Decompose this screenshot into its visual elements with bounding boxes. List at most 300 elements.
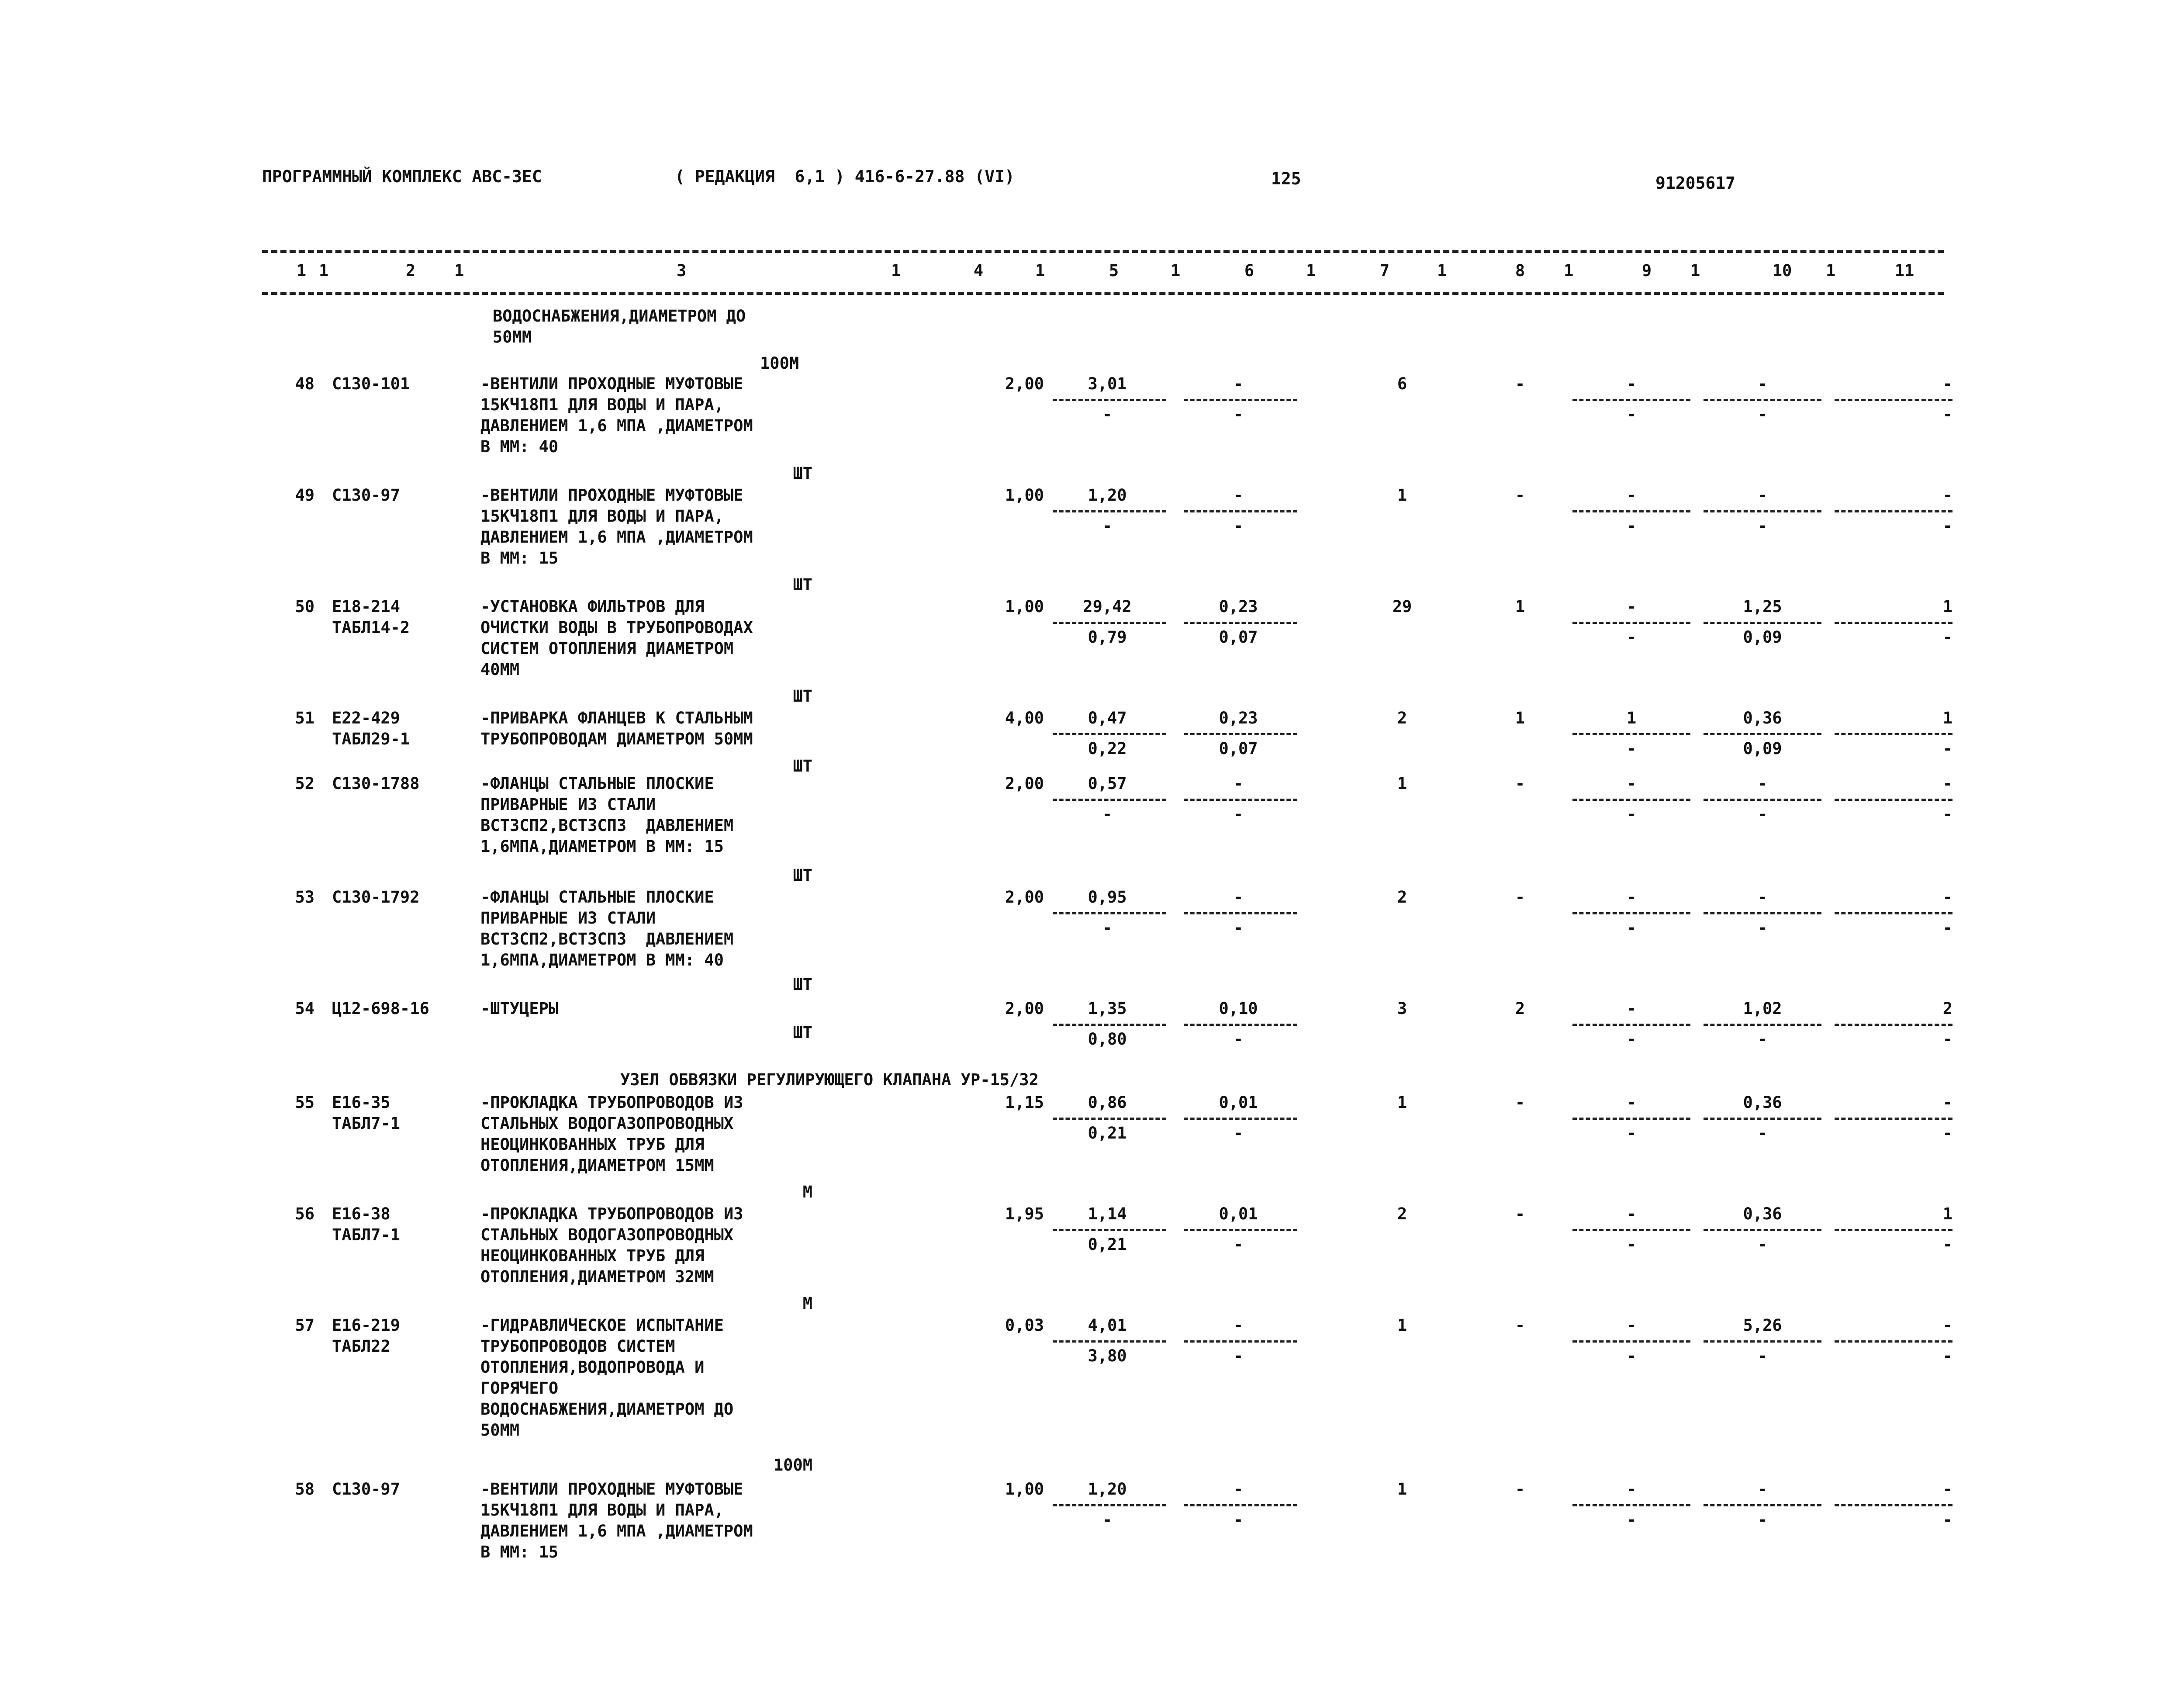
row-number: 49: [295, 486, 314, 505]
column-number: 4: [973, 261, 984, 280]
col8-value: -: [1515, 1316, 1525, 1335]
col5-fraction-line: [1053, 1229, 1166, 1231]
col9-fraction-line: [1572, 1229, 1690, 1231]
column-number: 6: [1244, 261, 1254, 280]
col6-subvalue: -: [1233, 516, 1244, 535]
resource-code: С130-1788: [332, 774, 420, 793]
col9-value: -: [1626, 597, 1637, 616]
col9-fraction-line: [1572, 399, 1690, 401]
work-description: -ГИДРАВЛИЧЕСКОЕ ИСПЫТАНИЕ: [480, 1316, 724, 1335]
col10-subvalue: -: [1757, 1346, 1768, 1365]
resource-code: ТАБЛ7-1: [332, 1114, 400, 1133]
col7-value: 2: [1397, 1204, 1407, 1223]
column-number: 11: [1894, 261, 1914, 280]
col6-subvalue: -: [1233, 918, 1244, 937]
col10-fraction-line: [1704, 1504, 1821, 1506]
col6-fraction-line: [1184, 510, 1297, 512]
col4-quantity: 1,00: [1005, 1480, 1044, 1499]
resource-code: Е18-214: [332, 597, 400, 616]
column-divider: 1: [319, 261, 329, 280]
unit-of-measure: ШТ: [793, 575, 812, 594]
col6-subvalue: -: [1233, 1235, 1244, 1254]
col5-value: 1,20: [1088, 486, 1127, 505]
work-description: 15КЧ18П1 ДЛЯ ВОДЫ И ПАРА,: [480, 395, 724, 414]
col4-quantity: 1,95: [1005, 1204, 1044, 1223]
work-description: В ММ: 15: [480, 1543, 559, 1561]
work-description: -ВЕНТИЛИ ПРОХОДНЫЕ МУФТОВЫЕ: [480, 374, 743, 393]
col10-fraction-line: [1704, 733, 1821, 735]
col11-value: -: [1942, 1093, 1952, 1112]
col5-fraction-line: [1053, 912, 1166, 914]
col5-fraction-line: [1053, 1118, 1166, 1120]
work-description: ПРИВАРНЫЕ ИЗ СТАЛИ: [480, 909, 656, 928]
col11-fraction-line: [1835, 622, 1952, 624]
col9-subvalue: -: [1626, 1235, 1637, 1254]
row-number: 51: [295, 709, 314, 727]
section-title: УЗЕЛ ОБВЯЗКИ РЕГУЛИРУЮЩЕГО КЛАПАНА УР-15/32: [620, 1070, 1039, 1089]
resource-code: Е16-35: [332, 1093, 390, 1112]
col11-subvalue: -: [1942, 516, 1952, 535]
resource-code: ТАБЛ22: [332, 1337, 390, 1356]
col11-value: -: [1942, 486, 1952, 505]
unit-of-measure: М: [802, 1294, 812, 1313]
col9-subvalue: -: [1626, 1510, 1637, 1529]
col11-fraction-line: [1835, 1118, 1952, 1120]
work-description: НЕОЦИНКОВАННЫХ ТРУБ ДЛЯ: [480, 1135, 705, 1154]
resource-code: ТАБЛ14-2: [332, 618, 410, 637]
col6-fraction-line: [1184, 622, 1297, 624]
col6-value: -: [1233, 1480, 1244, 1499]
col11-subvalue: -: [1942, 1030, 1952, 1049]
work-description: ОТОПЛЕНИЯ,ДИАМЕТРОМ 32ММ: [480, 1267, 714, 1286]
column-number: 1: [296, 261, 307, 280]
col10-value: 0,36: [1743, 1204, 1782, 1223]
col10-subvalue: -: [1757, 805, 1768, 824]
work-description: ПРИВАРНЫЕ ИЗ СТАЛИ: [480, 795, 656, 814]
col8-value: 2: [1515, 999, 1525, 1018]
col10-subvalue: -: [1757, 918, 1768, 937]
column-number: 8: [1515, 261, 1525, 280]
col10-value: 1,25: [1743, 597, 1782, 616]
work-description: -ПРИВАРКА ФЛАНЦЕВ К СТАЛЬНЫМ: [480, 709, 753, 727]
col6-subvalue: -: [1233, 1030, 1244, 1049]
col11-value: 1: [1942, 597, 1952, 616]
row-number: 48: [295, 374, 314, 393]
col11-subvalue: -: [1942, 1510, 1952, 1529]
row-number: 57: [295, 1316, 314, 1335]
col9-value: -: [1626, 1480, 1637, 1499]
col10-fraction-line: [1704, 510, 1821, 512]
col5-fraction-line: [1053, 799, 1166, 801]
col7-value: 1: [1397, 1480, 1407, 1499]
col5-fraction-line: [1053, 510, 1166, 512]
column-number: 9: [1641, 261, 1652, 280]
col11-value: 2: [1942, 999, 1952, 1018]
col8-value: 1: [1515, 597, 1525, 616]
header-bottom-rule: [262, 292, 1944, 295]
col6-subvalue: -: [1233, 1510, 1244, 1529]
col10-subvalue: -: [1757, 1124, 1768, 1142]
col9-fraction-line: [1572, 799, 1690, 801]
col11-fraction-line: [1835, 1504, 1952, 1506]
column-divider: 1: [1171, 261, 1181, 280]
continuation-line: ВОДОСНАБЖЕНИЯ,ДИАМЕТРОМ ДО: [493, 307, 746, 325]
col9-fraction-line: [1572, 1118, 1690, 1120]
col5-subvalue: -: [1102, 405, 1113, 424]
col10-value: 0,36: [1743, 1093, 1782, 1112]
col6-value: 0,23: [1219, 709, 1258, 727]
col11-subvalue: -: [1942, 405, 1952, 424]
edition-info: ( РЕДАКЦИЯ 6,1 ) 416-6-27.88 (VI): [675, 167, 1015, 186]
col9-subvalue: -: [1626, 1030, 1637, 1049]
col5-value: 0,86: [1088, 1093, 1127, 1112]
col9-value: 1: [1626, 709, 1637, 727]
col10-fraction-line: [1704, 622, 1821, 624]
col4-quantity: 2,00: [1005, 774, 1044, 793]
col7-value: 1: [1397, 1316, 1407, 1335]
column-divider: 1: [1690, 261, 1700, 280]
col10-fraction-line: [1704, 799, 1821, 801]
row-number: 58: [295, 1480, 314, 1499]
column-divider: 1: [891, 261, 901, 280]
row-number: 52: [295, 774, 314, 793]
resource-code: Е22-429: [332, 709, 400, 727]
col11-fraction-line: [1835, 1340, 1952, 1343]
page-number: 125: [1271, 169, 1301, 188]
row-number: 55: [295, 1093, 314, 1112]
work-description: -ФЛАНЦЫ СТАЛЬНЫЕ ПЛОСКИЕ: [480, 888, 714, 907]
col9-subvalue: -: [1626, 1124, 1637, 1142]
col6-fraction-line: [1184, 733, 1297, 735]
col7-value: 1: [1397, 486, 1407, 505]
resource-code: С130-1792: [332, 888, 420, 907]
col11-fraction-line: [1835, 912, 1952, 914]
col5-subvalue: 0,79: [1088, 628, 1127, 647]
work-description: -ШТУЦЕРЫ: [480, 999, 559, 1018]
unit-of-measure: ШТ: [793, 975, 812, 994]
col9-subvalue: -: [1626, 1346, 1637, 1365]
resource-code: ТАБЛ29-1: [332, 730, 410, 748]
col6-value: -: [1233, 374, 1244, 393]
document-code: 91205617: [1655, 173, 1736, 193]
col11-value: -: [1942, 774, 1952, 793]
col6-subvalue: -: [1233, 1346, 1244, 1365]
col6-fraction-line: [1184, 912, 1297, 914]
col7-value: 2: [1397, 709, 1407, 727]
col5-value: 1,14: [1088, 1204, 1127, 1223]
col9-value: -: [1626, 999, 1637, 1018]
col5-subvalue: 0,80: [1088, 1030, 1127, 1049]
col9-fraction-line: [1572, 1504, 1690, 1506]
col6-value: -: [1233, 774, 1244, 793]
row-number: 56: [295, 1204, 314, 1223]
col9-subvalue: -: [1626, 739, 1637, 758]
continuation-unit: 100М: [760, 354, 799, 373]
col5-subvalue: -: [1102, 1510, 1113, 1529]
work-description: ВОДОСНАБЖЕНИЯ,ДИАМЕТРОМ ДО: [480, 1400, 734, 1419]
unit-of-measure: ШТ: [793, 1023, 812, 1042]
row-number: 53: [295, 888, 314, 907]
work-description: ОТОПЛЕНИЯ,ВОДОПРОВОДА И: [480, 1358, 705, 1377]
work-description: -УСТАНОВКА ФИЛЬТРОВ ДЛЯ: [480, 597, 705, 616]
work-description: ОЧИСТКИ ВОДЫ В ТРУБОПРОВОДАХ: [480, 618, 753, 637]
col11-subvalue: -: [1942, 805, 1952, 824]
col6-subvalue: -: [1233, 1124, 1244, 1142]
col6-subvalue: 0,07: [1219, 628, 1258, 647]
col6-value: 0,23: [1219, 597, 1258, 616]
work-description: ТРУБОПРОВОДОВ СИСТЕМ: [480, 1337, 675, 1356]
col10-fraction-line: [1704, 1340, 1821, 1343]
col10-value: -: [1757, 1480, 1768, 1499]
resource-code: Е16-38: [332, 1204, 390, 1223]
col6-value: -: [1233, 1316, 1244, 1335]
col8-value: -: [1515, 486, 1525, 505]
col11-subvalue: -: [1942, 1235, 1952, 1254]
col6-value: 0,10: [1219, 999, 1258, 1018]
col10-value: -: [1757, 888, 1768, 907]
work-description: ДАВЛЕНИЕМ 1,6 МПА ,ДИАМЕТРОМ: [480, 416, 753, 435]
col5-fraction-line: [1053, 622, 1166, 624]
work-description: ОТОПЛЕНИЯ,ДИАМЕТРОМ 15ММ: [480, 1156, 714, 1175]
col5-value: 4,01: [1088, 1316, 1127, 1335]
col8-value: -: [1515, 1204, 1525, 1223]
col10-subvalue: -: [1757, 1030, 1768, 1049]
col5-value: 3,01: [1088, 374, 1127, 393]
col8-value: -: [1515, 888, 1525, 907]
work-description: -ПРОКЛАДКА ТРУБОПРОВОДОВ ИЗ: [480, 1093, 743, 1112]
resource-code: Е16-219: [332, 1316, 400, 1335]
col11-fraction-line: [1835, 510, 1952, 512]
col6-value: -: [1233, 888, 1244, 907]
col6-subvalue: 0,07: [1219, 739, 1258, 758]
col6-value: -: [1233, 486, 1244, 505]
work-description: 1,6МПА,ДИАМЕТРОМ В ММ: 40: [480, 951, 724, 969]
continuation-line: 50ММ: [493, 328, 532, 346]
col9-fraction-line: [1572, 622, 1690, 624]
row-number: 50: [295, 597, 314, 616]
col10-fraction-line: [1704, 399, 1821, 401]
col5-value: 0,47: [1088, 709, 1127, 727]
col11-subvalue: -: [1942, 739, 1952, 758]
col8-value: 1: [1515, 709, 1525, 727]
col5-fraction-line: [1053, 399, 1166, 401]
col10-subvalue: -: [1757, 1235, 1768, 1254]
col5-value: 1,20: [1088, 1480, 1127, 1499]
work-description: ДАВЛЕНИЕМ 1,6 МПА ,ДИАМЕТРОМ: [480, 528, 753, 547]
resource-code: Ц12-698-16: [332, 999, 429, 1018]
col5-subvalue: -: [1102, 918, 1113, 937]
work-description: ВСТ3СП2,ВСТ3СП3 ДАВЛЕНИЕМ: [480, 816, 734, 835]
col5-fraction-line: [1053, 1024, 1166, 1026]
column-number: 3: [676, 261, 687, 280]
work-description: СТАЛЬНЫХ ВОДОГАЗОПРОВОДНЫХ: [480, 1114, 734, 1133]
col10-subvalue: -: [1757, 405, 1768, 424]
col9-fraction-line: [1572, 912, 1690, 914]
col9-value: -: [1626, 774, 1637, 793]
col10-value: 1,02: [1743, 999, 1782, 1018]
work-description: В ММ: 15: [480, 549, 559, 568]
col9-subvalue: -: [1626, 805, 1637, 824]
col4-quantity: 1,00: [1005, 486, 1044, 505]
row-number: 54: [295, 999, 314, 1018]
resource-code: С130-97: [332, 1480, 400, 1499]
work-description: СТАЛЬНЫХ ВОДОГАЗОПРОВОДНЫХ: [480, 1225, 734, 1244]
work-description: -ФЛАНЦЫ СТАЛЬНЫЕ ПЛОСКИЕ: [480, 774, 714, 793]
col10-subvalue: 0,09: [1743, 739, 1782, 758]
program-title: ПРОГРАММНЫЙ КОМПЛЕКС АВС-3ЕС: [262, 167, 542, 186]
col6-value: 0,01: [1219, 1093, 1258, 1112]
unit-of-measure: ШТ: [793, 687, 812, 706]
col9-value: -: [1626, 1316, 1637, 1335]
column-number: 7: [1379, 261, 1390, 280]
col6-subvalue: -: [1233, 805, 1244, 824]
col11-value: 1: [1942, 709, 1952, 727]
work-description: ДАВЛЕНИЕМ 1,6 МПА ,ДИАМЕТРОМ: [480, 1522, 753, 1540]
col6-fraction-line: [1184, 799, 1297, 801]
col9-value: -: [1626, 486, 1637, 505]
col10-subvalue: -: [1757, 1510, 1768, 1529]
col5-fraction-line: [1053, 733, 1166, 735]
unit-of-measure: М: [802, 1183, 812, 1201]
work-description: 40ММ: [480, 660, 520, 679]
col9-subvalue: -: [1626, 918, 1637, 937]
col9-fraction-line: [1572, 733, 1690, 735]
column-number: 2: [405, 261, 416, 280]
col11-value: -: [1942, 374, 1952, 393]
work-description: 50ММ: [480, 1421, 520, 1440]
column-number: 5: [1109, 261, 1119, 280]
col6-subvalue: -: [1233, 405, 1244, 424]
resource-code: ТАБЛ7-1: [332, 1225, 400, 1244]
col8-value: -: [1515, 1480, 1525, 1499]
work-description: ГОРЯЧЕГО: [480, 1379, 559, 1398]
col5-subvalue: 0,22: [1088, 739, 1127, 758]
col9-fraction-line: [1572, 1024, 1690, 1026]
col4-quantity: 0,03: [1005, 1316, 1044, 1335]
col8-value: -: [1515, 774, 1525, 793]
col11-value: 1: [1942, 1204, 1952, 1223]
col6-fraction-line: [1184, 1504, 1297, 1506]
col6-value: 0,01: [1219, 1204, 1258, 1223]
column-divider: 1: [1826, 261, 1836, 280]
col7-value: 6: [1397, 374, 1407, 393]
col4-quantity: 2,00: [1005, 888, 1044, 907]
unit-of-measure: 100М: [773, 1456, 812, 1474]
col9-value: -: [1626, 1093, 1637, 1112]
col7-value: 1: [1397, 1093, 1407, 1112]
unit-of-measure: ШТ: [793, 866, 812, 885]
col11-subvalue: -: [1942, 1124, 1952, 1142]
col7-value: 29: [1392, 597, 1412, 616]
col4-quantity: 1,00: [1005, 597, 1044, 616]
col4-quantity: 1,15: [1005, 1093, 1044, 1112]
work-description: 1,6МПА,ДИАМЕТРОМ В ММ: 15: [480, 837, 724, 856]
col4-quantity: 2,00: [1005, 999, 1044, 1018]
work-description: -ВЕНТИЛИ ПРОХОДНЫЕ МУФТОВЫЕ: [480, 486, 743, 505]
col4-quantity: 4,00: [1005, 709, 1044, 727]
col9-value: -: [1626, 888, 1637, 907]
col6-fraction-line: [1184, 399, 1297, 401]
col9-subvalue: -: [1626, 628, 1637, 647]
column-divider: 1: [1564, 261, 1574, 280]
col11-fraction-line: [1835, 1229, 1952, 1231]
col8-value: -: [1515, 1093, 1525, 1112]
work-description: В ММ: 40: [480, 437, 559, 456]
col8-value: -: [1515, 374, 1525, 393]
col5-subvalue: 0,21: [1088, 1124, 1127, 1142]
work-description: -ПРОКЛАДКА ТРУБОПРОВОДОВ ИЗ: [480, 1204, 743, 1223]
col5-value: 0,57: [1088, 774, 1127, 793]
col11-fraction-line: [1835, 799, 1952, 801]
col10-subvalue: 0,09: [1743, 628, 1782, 647]
col11-fraction-line: [1835, 733, 1952, 735]
work-description: НЕОЦИНКОВАННЫХ ТРУБ ДЛЯ: [480, 1246, 705, 1265]
work-description: 15КЧ18П1 ДЛЯ ВОДЫ И ПАРА,: [480, 507, 724, 526]
col6-fraction-line: [1184, 1118, 1297, 1120]
col11-value: -: [1942, 1480, 1952, 1499]
col11-fraction-line: [1835, 399, 1952, 401]
col11-fraction-line: [1835, 1024, 1952, 1026]
resource-code: С130-97: [332, 486, 400, 505]
col5-subvalue: 3,80: [1088, 1346, 1127, 1365]
col10-fraction-line: [1704, 1024, 1821, 1026]
unit-of-measure: ШТ: [793, 757, 812, 775]
column-divider: 1: [1035, 261, 1045, 280]
col9-value: -: [1626, 1204, 1637, 1223]
col7-value: 3: [1397, 999, 1407, 1018]
col11-value: -: [1942, 1316, 1952, 1335]
col7-value: 2: [1397, 888, 1407, 907]
col10-value: 5,26: [1743, 1316, 1782, 1335]
col5-fraction-line: [1053, 1340, 1166, 1343]
work-description: ТРУБОПРОВОДАМ ДИАМЕТРОМ 50ММ: [480, 730, 753, 748]
col11-value: -: [1942, 888, 1952, 907]
col7-value: 1: [1397, 774, 1407, 793]
col9-value: -: [1626, 374, 1637, 393]
work-description: ВСТ3СП2,ВСТ3СП3 ДАВЛЕНИЕМ: [480, 930, 734, 948]
col5-subvalue: -: [1102, 516, 1113, 535]
col6-fraction-line: [1184, 1229, 1297, 1231]
col5-subvalue: 0,21: [1088, 1235, 1127, 1254]
col4-quantity: 2,00: [1005, 374, 1044, 393]
col5-value: 0,95: [1088, 888, 1127, 907]
col5-fraction-line: [1053, 1504, 1166, 1506]
col9-fraction-line: [1572, 510, 1690, 512]
col9-fraction-line: [1572, 1340, 1690, 1343]
column-number: 10: [1772, 261, 1792, 280]
col11-subvalue: -: [1942, 628, 1952, 647]
col10-fraction-line: [1704, 1229, 1821, 1231]
col10-fraction-line: [1704, 1118, 1821, 1120]
header-top-rule: [262, 250, 1944, 253]
work-description: СИСТЕМ ОТОПЛЕНИЯ ДИАМЕТРОМ: [480, 639, 734, 658]
col6-fraction-line: [1184, 1024, 1297, 1026]
col9-subvalue: -: [1626, 405, 1637, 424]
col10-fraction-line: [1704, 912, 1821, 914]
col10-subvalue: -: [1757, 516, 1768, 535]
col10-value: -: [1757, 374, 1768, 393]
column-divider: 1: [1437, 261, 1447, 280]
col5-subvalue: -: [1102, 805, 1113, 824]
resource-code: С130-101: [332, 374, 410, 393]
work-description: -ВЕНТИЛИ ПРОХОДНЫЕ МУФТОВЫЕ: [480, 1480, 743, 1499]
work-description: 15КЧ18П1 ДЛЯ ВОДЫ И ПАРА,: [480, 1501, 724, 1519]
unit-of-measure: ШТ: [793, 464, 812, 483]
col10-value: -: [1757, 486, 1768, 505]
col5-value: 29,42: [1083, 597, 1132, 616]
col11-subvalue: -: [1942, 1346, 1952, 1365]
col5-value: 1,35: [1088, 999, 1127, 1018]
